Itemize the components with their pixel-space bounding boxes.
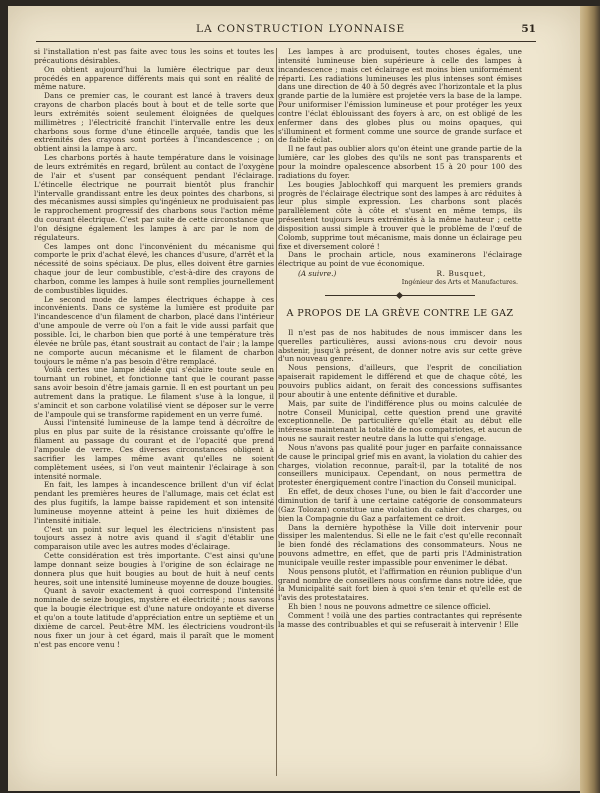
paragraph: Nous pensions, d'ailleurs, que l'esprit de conciliation apaiserait rapidement le différend et que de chaque côté, les pouvoirs publics aidant, on ferait des concessions suffisantes pour aboutir à une entente définitive et durable. xyxy=(278,363,522,399)
paragraph: C'est un point sur lequel les électriciens n'insistent pas toujours assez à notre avis quand il s'agit d'établir une comparaison utile avec les autres modes d'éclairage. xyxy=(34,524,274,552)
paragraph: Il ne faut pas oublier alors qu'on éteint une grande partie de la lumière, car les globes des qu'ils ne sont pas transparents et pour la moindre opalescence absorbent 15 à 20 pour 100 des radiations du foyer. xyxy=(278,144,522,180)
paragraph: Comment ! voilà une des parties contractantes qui représente la masse des contribuables et qui se refuserait à intervenir ! Elle xyxy=(278,610,522,629)
paragraph: Eh bien ! nous ne pouvons admettre ce silence officiel. xyxy=(288,602,491,612)
paragraph: En fait, les lampes à incandescence brillent d'un vif éclat pendant les premières heures de l'allumage, mais cet éclat est des plus fugitifs, la lampe baisse rapidement et son intensité lumineuse moyenne atteint à peine les huit dixièmes de l'intensité initiale. xyxy=(34,480,274,525)
column-divider xyxy=(276,48,277,776)
author-name: R. Busquet, xyxy=(436,269,486,279)
to-be-continued: (A suivre.) xyxy=(298,269,337,279)
paragraph: En effet, de deux choses l'une, ou bien le fait d'accorder une diminution de tarif à une certaine catégorie de consommateurs (Gaz Tolozan) constitue une violation du cahier des charges, ou bien la Compagnie du Gaz a parfaitement ce droit. xyxy=(278,487,522,523)
article-signoff xyxy=(278,269,522,278)
paragraph: Quant à savoir exactement à quoi correspond l'intensité nominale de seize bougies, mystère et électricité ; nous savons que la bougie électrique est d'une nature ondoyante et diverse et qu'on a toute latitude d'appréciation entre un septième et un dixième de carcel. Peut-être MM. les électriciens voudront-ils nous fixer un jour à cet égard, mais il paraît que le moment n'est pas encore venu ! xyxy=(34,586,274,649)
paragraph: Ces lampes ont donc l'inconvénient du mécanisme qui comporte le prix d'achat élevé, les chances d'usure, d'arrêt et la nécessité de soins spéciaux. De plus, elles doivent être garnies chaque jour de leur combustible, c'est-à-dire des crayons de charbon, comme les lampes à huile sont remplies journellement de combustibles liquides. xyxy=(34,241,274,295)
section-title: A PROPOS DE LA GRÈVE CONTRE LE GAZ xyxy=(286,308,514,320)
paragraph: Les bougies Jablochkoff qui marquent les premiers grands progrès de l'éclairage électrique sont des lampes à arc réduites à leur plus simple expression. Les charbons sont placés parallèlement côte à côte et s'usent en même temps, ils présentent toujours leurs extrémités à la même hauteur ; cette disposition aussi simple à trouver que le problème de l'œuf de Colomb, supprime tout mécanisme, mais donne un éclairage peu fixe et diversement coloré ! xyxy=(278,179,522,251)
paragraph: Aussi l'intensité lumineuse de la lampe tend à décroître de plus en plus par suite de la résistance croissante qu'offre le filament au passage du courant et de l'opacité que prend l'ampoule de verre. Ces diverses circonstances obligent à sacrifier les lampes même avant qu'elles ne soient complètement usées, si l'on veut maintenir l'éclairage à son intensité normale. xyxy=(34,418,274,481)
paragraph: Il n'est pas de nos habitudes de nous immiscer dans les querelles particulières, aussi avions-nous cru devoir nous abstenir, jusqu'à présent, de donner notre avis sur cette grève d'un nouveau genre. xyxy=(278,327,522,364)
publication-title: LA CONSTRUCTION LYONNAISE xyxy=(196,23,406,35)
paragraph: Le second mode de lampes électriques échappe à ces inconvénients. Dans ce système la lumière est produite par l'incandescence d'un filament de charbon, placé dans l'intérieur d'une ampoule de verre où l'on a fait le vide aussi parfait que possible. Ici, le charbon bien que porté à une température très élevée ne brûle pas, étant soustrait au contact de l'air ; la lampe ne comporte aucun mécanisme et le filament de charbon toujours le même n'a pas besoin d'être remplacé. xyxy=(34,294,274,366)
paragraph: Nous pensons plutôt, et l'affirmation en réunion publique d'un grand nombre de conseillers nous confirme dans notre idée, que la Municipalité sait fort bien à quoi s'en tenir et qu'elle est de l'avis des protestataires. xyxy=(278,566,522,603)
paragraph: On obtient aujourd'hui la lumière électrique par deux procédés en apparence différents mais qui sont en réalité de même nature. xyxy=(34,64,274,92)
paragraph: Voilà certes une lampe idéale qui s'éclaire toute seule en tournant un robinet, et fonctionne tant que le courant passe sans avoir besoin d'être jamais garnie. Il en est pourtant un peu autrement dans la pratique. Le filament s'use à la longue, il s'amincit et son carbone volatilisé vient se déposer sur le verre de l'ampoule qui se transforme rapidement en un verre fumé. xyxy=(34,365,274,419)
author-affiliation: Ingénieur des Arts et Manufactures. xyxy=(401,279,518,287)
page-number: 51 xyxy=(521,23,536,35)
paragraph: Dans le prochain article, nous examinerons l'éclairage électrique au point de vue économique. xyxy=(278,250,522,269)
paragraph: Mais, par suite de l'indifférence plus ou moins calculée de notre Conseil Municipal, cette question prend une gravité exceptionnelle. De particulière qu'elle était au début elle intéresse maintenant la totalité de nos compatriotes, et aucun de nous ne saurait rester neutre dans la lutte qui s'engage. xyxy=(278,398,522,444)
paragraph: Les charbons portés à haute température dans le voisinage de leurs extrémités en regard, brûlent au contact de l'oxygène de l'air et s'usent par conséquent pendant l'éclairage. L'étincelle électrique ne pourrait bientôt plus franchir l'intervalle grandissant entre les deux pointes des charbons, si des mécanismes aussi simples qu'ingénieux ne produisaient pas le rapprochement progressif des charbons sous l'action même du courant électrique. C'est par suite de cette circonstance que l'on désigne également les lampes à arc par le nom de régulateurs. xyxy=(34,153,274,242)
section-separator xyxy=(325,295,475,296)
paragraph: Cette considération est très importante. C'est ainsi qu'une lampe donnant seize bougies à l'origine de son éclairage ne donnera plus que huit bougies au bout de huit à neuf cents heures, soit une intensité lumineuse moyenne de douze bougies. xyxy=(34,551,274,587)
paragraph: Nous n'avons pas qualité pour juger en parfaite connaissance de cause le principal grief mis en avant, la violation du cahier des charges, violation reconnue, paraît-il, par la totalité de nos conseillers municipaux. Cependant, on nous permettra de protester énergiquement contre l'inaction du Conseil municipal. xyxy=(278,442,522,488)
right-column xyxy=(278,48,522,630)
paragraph: Les lampes à arc produisent, toutes choses égales, une intensité lumineuse bien supérieure à celle des lampes à incandescence ; mais cet éclairage est moins bien uniformément réparti. Les radiations lumineuses les plus intenses sont émises dans une direction de 40 à 50 degrés avec l'horizontale et la plus grande partie de la lumière est projetée vers la base de la lampe. Pour uniformiser l'émission lumineuse et pour protéger les yeux contre l'éclat éblouissant des foyers à arc, on est obligé de les enfermer dans des globes plus ou moins opaques, qui s'illuminent et forment comme une source de grande surface et de faible éclat. xyxy=(278,47,522,145)
paragraph: Dans ce premier cas, le courant est lancé à travers deux crayons de charbon placés bout à bout et de telle sorte que leurs extrémités soient seulement éloignées de quelques millimètres ; l'électricité franchit l'intervalle entre les deux charbons sous forme d'une étincelle arquée, tandis que les extrémités des crayons sont portées à l'incandescence ; on obtient ainsi la lampe à arc. xyxy=(34,91,274,154)
paragraph: Dans la dernière hypothèse la Ville doit intervenir pour dissiper les malentendus. Si elle ne le fait c'est qu'elle reconnaît le bien fondé des réclamations des consommateurs. Nous ne pouvons admettre, en effet, que de parti pris l'Administration municipale veuille rester impassible pour envenimer le débat. xyxy=(278,522,522,567)
paragraph: si l'installation n'est pas faite avec tous les soins et toutes les précautions désirables. xyxy=(34,47,274,65)
running-header xyxy=(36,23,536,37)
left-column xyxy=(34,48,274,649)
header-rule xyxy=(36,41,536,42)
page-edge xyxy=(580,6,600,793)
